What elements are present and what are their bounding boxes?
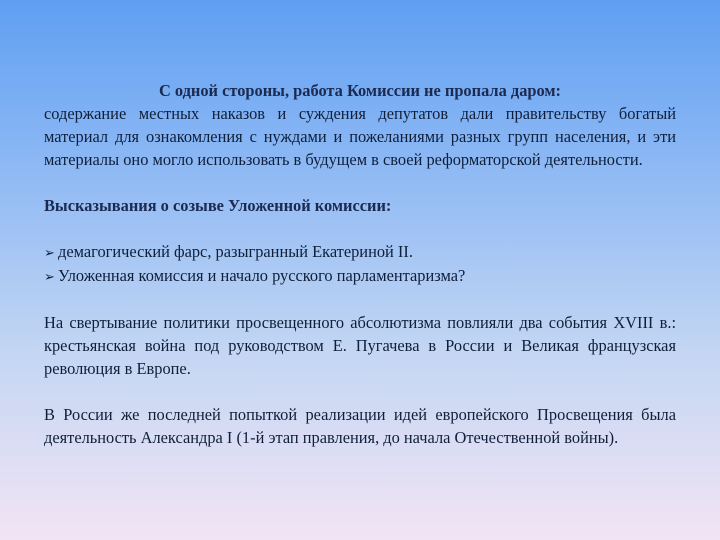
list-item-text: демагогический фарс, разыгранный Екатериной II.	[58, 242, 413, 261]
arrow-bullet-icon: ➢	[44, 245, 55, 260]
spacer	[44, 288, 676, 311]
spacer	[44, 217, 676, 240]
list-item-text: Уложенная комиссия и начало русского парламентаризма?	[58, 266, 466, 285]
paragraph-results: содержание местных наказов и суждения депутатов дали правительству богатый материал для ознакомления с нуждами и пожеланиями разных групп населения, и эти материалы оно могло использовать в будущем в своей реформаторской деятельности.	[44, 104, 676, 169]
paragraph-alexander: В России же последней попыткой реализации идей европейского Просвещения была деятельность Александра I (1-й этап правления, до начала Отечественной войны).	[44, 405, 676, 447]
list-item	[44, 264, 676, 288]
spacer	[44, 171, 676, 194]
paragraph-events: На свертывание политики просвещенного абсолютизма повлияли два события XVIII в.: крестьянская война под руководством Е. Пугачева в России и Великая французская революция в Европе.	[44, 313, 676, 378]
spacer	[44, 380, 676, 403]
slide-content	[44, 79, 676, 449]
section-heading-commission: С одной стороны, работа Комиссии не пропала даром:	[158, 81, 562, 100]
arrow-bullet-icon: ➢	[44, 269, 55, 284]
section-heading-opinions: Высказывания о созыве Уложенной комиссии:	[44, 196, 392, 215]
list-item	[44, 240, 676, 264]
